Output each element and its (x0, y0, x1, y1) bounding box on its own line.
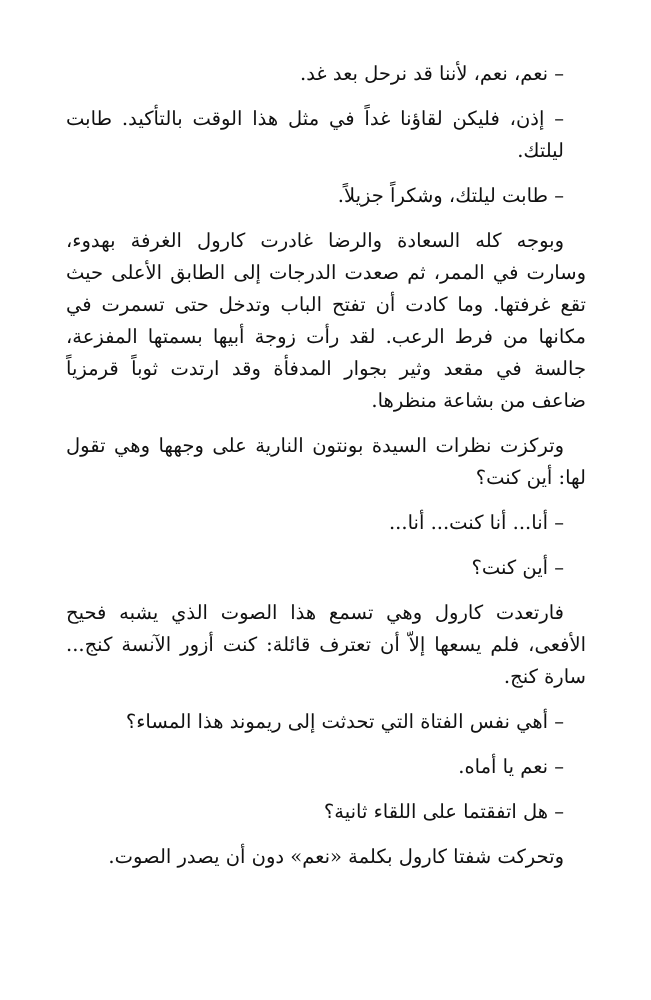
dialogue-line: – نعم يا أماه. (458, 755, 564, 778)
dialogue-line: – طابت ليلتك، وشكراً جزيلاً. (337, 184, 564, 207)
dialogue-line: – أهي نفس الفتاة التي تحدثت إلى ريموند هذا المساء؟ (125, 710, 564, 733)
narrative-paragraph: وتحركت شفتا كارول بكلمة «نعم» دون أن يصدر الصوت. (108, 845, 564, 868)
dialogue-line: – أنا... أنا كنت... أنا... (388, 511, 564, 534)
narrative-paragraph: وتركزت نظرات السيدة بونتون النارية على وجهها وهي تقول لها: أين كنت؟ (66, 434, 586, 489)
page-text (66, 58, 586, 886)
narrative-paragraph: فارتعدت كارول وهي تسمع هذا الصوت الذي يشبه فحيح الأفعى، فلم يسعها إلاّ أن تعترف قائلة: كنت أزور الآنسة كنج... سارة كنج. (66, 601, 586, 688)
narrative-paragraph: وبوجه كله السعادة والرضا غادرت كارول الغرفة بهدوء، وسارت في الممر، ثم صعدت الدرجات إلى الطابق الأعلى حيث تقع غرفتها. وما كادت أن تفتح الباب وتدخل حتى تسمرت في مكانها من فرط الرعب. لقد رأت زوجة أبيها بسمتها المفزعة، جالسة في مقعد وثير بجوار المدفأة وقد ارتدت ثوباً قرمزياً ضاعف من بشاعة منظرها. (66, 229, 586, 412)
dialogue-line: – إذن، فليكن لقاؤنا غداً في مثل هذا الوقت بالتأكيد. طابت ليلتك. (66, 107, 564, 162)
dialogue-line: – أين كنت؟ (471, 556, 564, 579)
dialogue-line: – نعم، نعم، لأننا قد نرحل بعد غد. (300, 62, 564, 85)
dialogue-line: – هل اتفقتما على اللقاء ثانية؟ (323, 800, 564, 823)
